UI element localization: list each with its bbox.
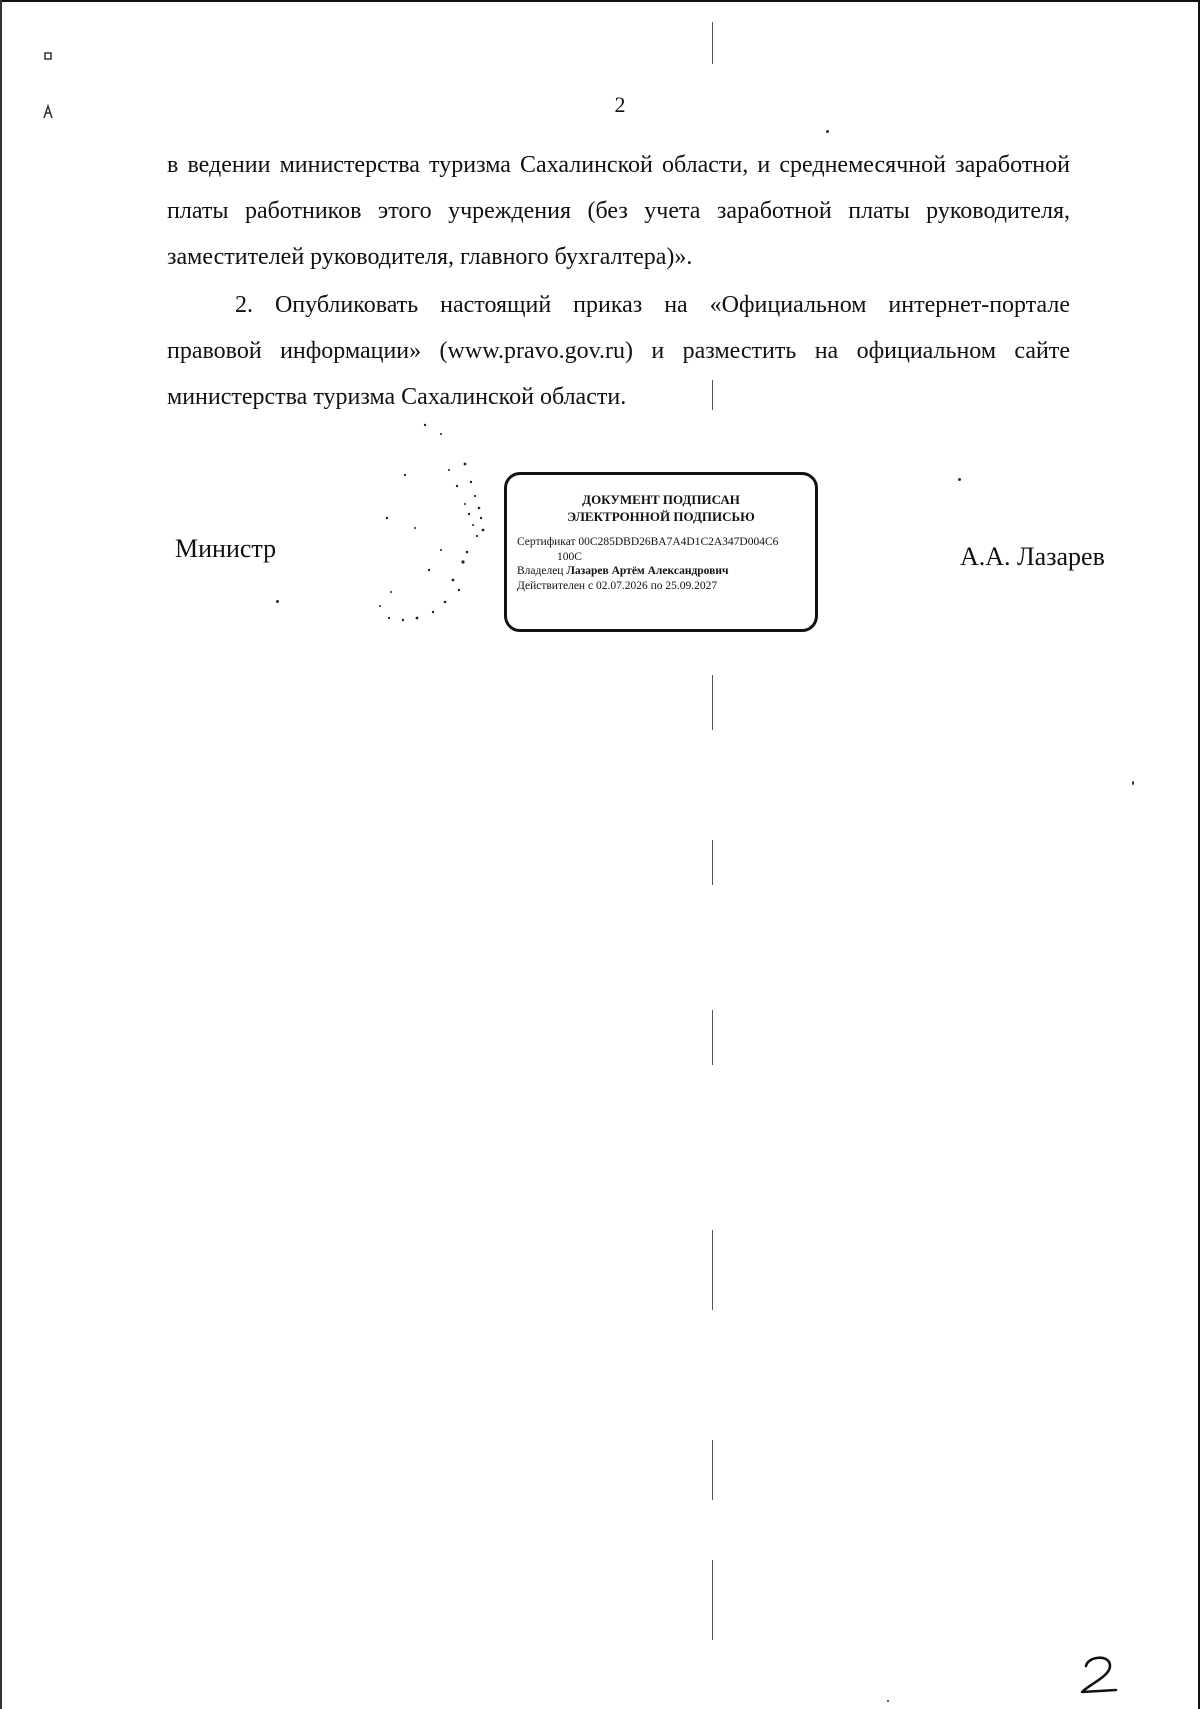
paragraph-1: в ведении министерства туризма Сахалинской области, и среднемесячной заработной платы работников этого учреждения (без учета заработной платы руководителя, заместителей руководителя, главного бухгалтера)».	[167, 152, 1070, 270]
stamp-owner-label: Владелец	[517, 565, 564, 577]
signatory-position: Министр	[175, 534, 277, 563]
stamp-certificate	[507, 535, 815, 550]
scan-left-border	[0, 0, 2, 1709]
fold-line-segment	[712, 675, 713, 730]
scan-speck	[826, 130, 829, 133]
stamp-certificate-label: Сертификат	[517, 536, 576, 548]
fold-line-segment	[712, 840, 713, 885]
scan-speck	[1132, 781, 1134, 785]
fold-line-segment	[712, 1010, 713, 1065]
fold-line-segment	[712, 1230, 713, 1310]
scan-top-border	[0, 0, 1200, 2]
page-number: 2	[614, 92, 626, 117]
scan-speck	[887, 1700, 889, 1702]
stamp-validity: Действителен с 02.07.2026 по 25.09.2027	[517, 580, 718, 592]
stamp-owner	[507, 564, 815, 579]
stamp-title-line-1: ДОКУМЕНТ ПОДПИСАН	[582, 492, 740, 507]
stamp-title-line-2: ЭЛЕКТРОННОЙ ПОДПИСЬЮ	[567, 509, 755, 524]
scan-speck	[958, 478, 961, 481]
stamp-certificate-value-cont: 100C	[557, 551, 582, 563]
fold-line-segment	[712, 1560, 713, 1640]
fold-line-segment	[712, 22, 713, 64]
stamp-owner-name: Лазарев Артём Александрович	[566, 565, 729, 577]
handwritten-page-number	[1076, 1650, 1124, 1698]
scan-speck	[276, 600, 279, 603]
electronic-signature-stamp	[504, 472, 818, 632]
fold-line-segment	[712, 1440, 713, 1500]
margin-mark	[42, 102, 56, 124]
signatory-name: А.А. Лазарев	[960, 542, 1105, 571]
margin-mark	[42, 50, 56, 72]
stamp-certificate-value: 00C285DBD26BA7A4D1C2A347D004C6	[578, 536, 779, 548]
paragraph-2: 2. Опубликовать настоящий приказ на «Официальном интернет-портале правовой информации» (www.pravo.gov.ru) и разместить на официальном сайте министерства туризма Сахалинской области.	[167, 292, 1070, 410]
seal-impression	[345, 420, 505, 640]
